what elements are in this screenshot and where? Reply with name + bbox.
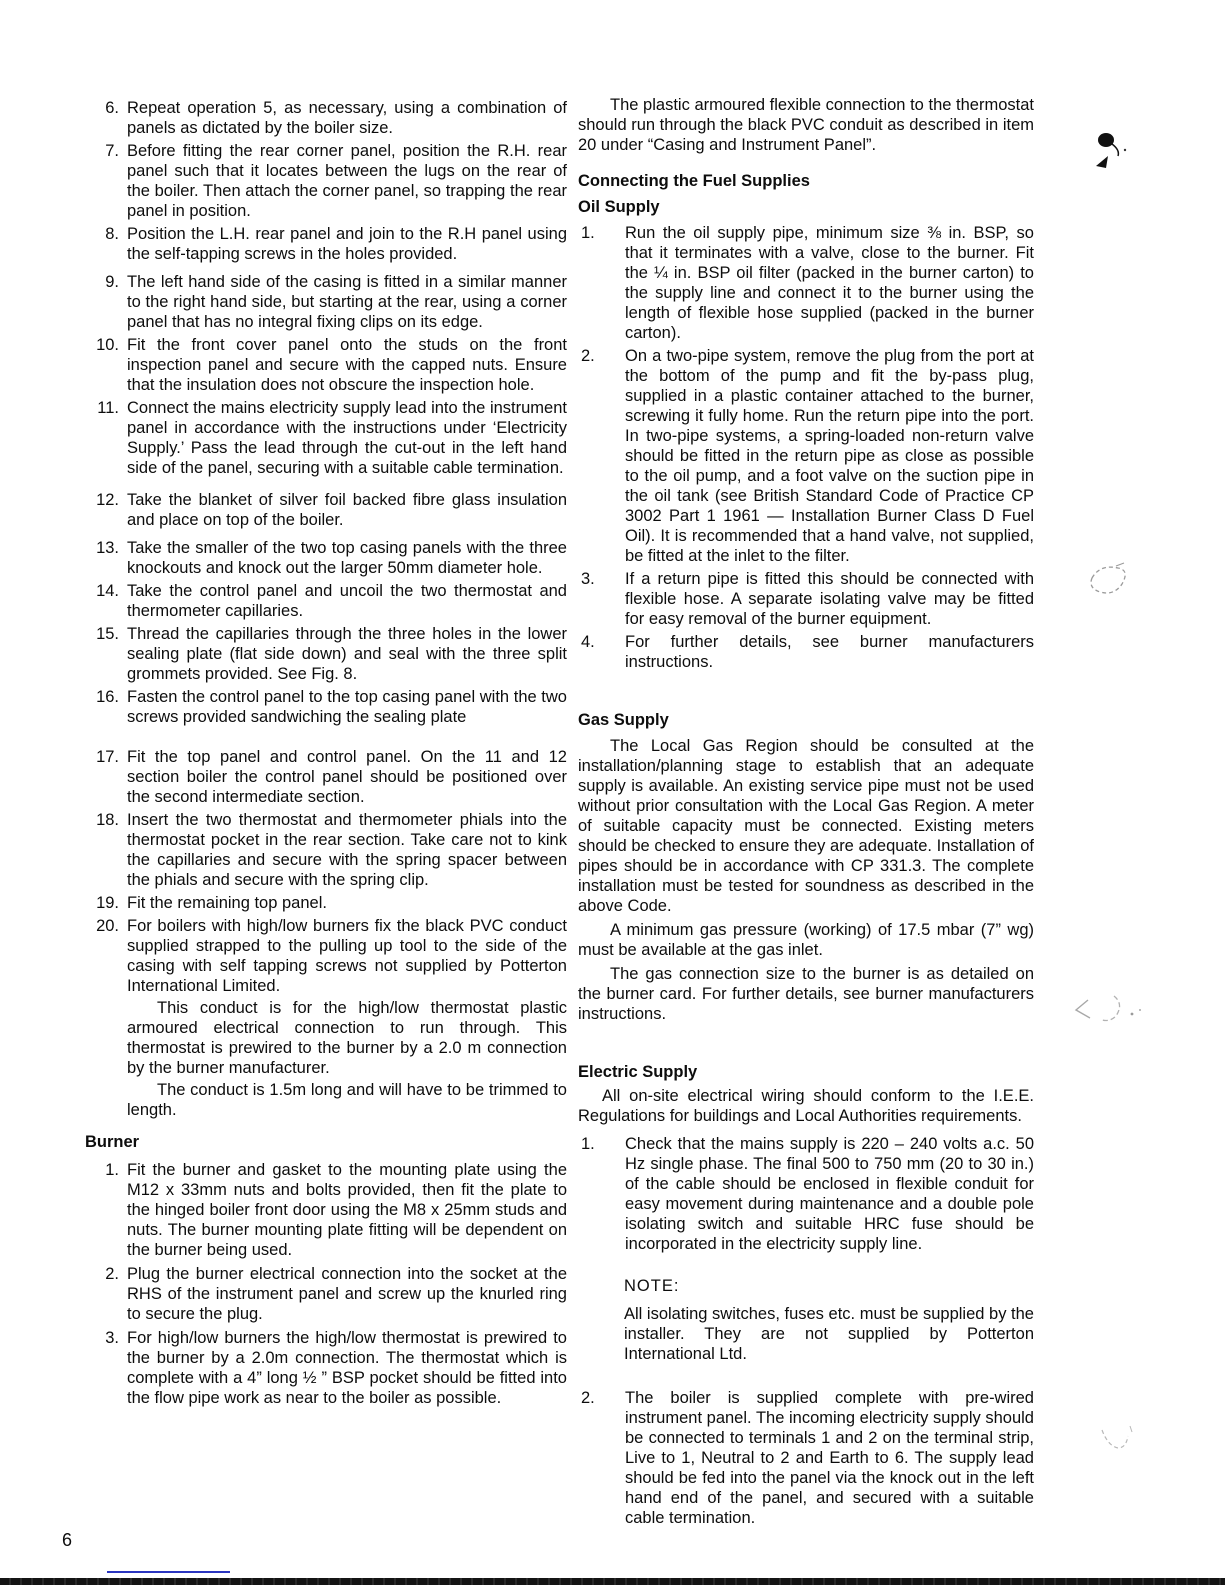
item-text: Take the blanket of silver foil backed fibre glass insulation and place on top of the boiler.: [127, 491, 567, 529]
item-number: 7.: [105, 142, 119, 160]
list-item: [85, 490, 567, 530]
item-number: 1.: [105, 1161, 119, 1179]
item-text: Fit the burner and gasket to the mounting plate using the M12 x 33mm nuts and bolts provided, then fit the plate to the hinged boiler front door using the M8 x 25mm studs and nuts. The burner mounting plate fitting will be dependent on the burner being used.: [127, 1161, 567, 1259]
note-label: NOTE:: [624, 1277, 680, 1295]
scan-edge-band: [0, 1578, 1225, 1585]
item-number: 18.: [96, 811, 119, 829]
gas-supply-heading: Gas Supply: [578, 711, 669, 729]
item-number: 11.: [97, 399, 119, 417]
list-item: [85, 335, 567, 395]
item-number: 9.: [105, 273, 119, 291]
item-number: 1.: [581, 1135, 595, 1153]
page-number: 6: [62, 1530, 73, 1550]
item-text: Take the control panel and uncoil the two thermostat and thermometer capillaries.: [127, 582, 567, 620]
item-text: Position the L.H. rear panel and join to the R.H panel using the self-tapping screws in the holes provided.: [127, 225, 567, 263]
list-item: [85, 98, 567, 138]
pencil-tick-mark: [1092, 1416, 1152, 1466]
item-number: 3.: [581, 570, 595, 588]
item-number: 8.: [105, 225, 119, 243]
gas-paragraph: The gas connection size to the burner is as detailed on the burner card. For further details, see burner manufacturers instructions.: [578, 965, 1034, 1023]
list-item: [578, 223, 1034, 343]
connecting-fuel-supplies-heading: Connecting the Fuel Supplies: [578, 172, 810, 190]
list-item: [578, 1388, 1034, 1528]
pencil-circle-mark: [1078, 556, 1148, 606]
list-item: [85, 1328, 567, 1408]
list-item: [85, 916, 567, 996]
list-item: [85, 581, 567, 621]
item-text: On a two-pipe system, remove the plug from the port at the bottom of the pump and fit the by-pass plug, supplied in a plastic container attached to the burner, screwing it fully home. Run the return pipe into the port. In two-pipe systems, a spring-loaded non-return valve should be fitted in the return pipe as close as possible to the oil pump, and a foot valve on the suction pipe in the oil tank (see British Standard Code of Practice CP 3002 Part 1 1961 — Installation Burner Class D Fuel Oil). It is recommended that a hand valve, not supplied, be fitted at the inlet to the filter.: [625, 347, 1034, 565]
burner-heading: Burner: [85, 1133, 140, 1151]
left-column: [85, 95, 567, 1408]
note-block: [578, 1276, 1034, 1364]
item-number: 2.: [105, 1265, 119, 1283]
gas-paragraph: The Local Gas Region should be consulted at the installation/planning stage to establish that an adequate supply is available. An existing service pipe must not be used without prior consultation with the Local Gas Region. A meter of suitable capacity must be connected. Existing meters should be checked to ensure they are adequate. Installation of pipes should be in accordance with CP 331.3. The complete installation must be tested for soundness as described in the above Code.: [578, 737, 1034, 915]
item-number: 10.: [96, 336, 119, 354]
item-text: Fasten the control panel to the top casing panel with the two screws provided sandwiching the sealing plate: [127, 688, 567, 726]
item-text: Thread the capillaries through the three holes in the lower sealing plate (flat side down) and seal with the three split grommets provided. See Fig. 8.: [127, 625, 567, 683]
item-number: 17.: [96, 748, 119, 766]
item-text: The boiler is supplied complete with pre-wired instrument panel. The incoming electricity supply should be connected to terminals 1 and 2 on the terminal strip, Live to 1, Neutral to 2 and Earth to 6. The supply lead should be fed into the panel via the knock out in the left hand end of the panel, and secured with a suitable cable termination.: [625, 1389, 1034, 1527]
item-text: The left hand side of the casing is fitted in a similar manner to the right hand side, but starting at the rear, using a corner panel that has no integral fixing clips on its edge.: [127, 273, 567, 331]
item-text: Fit the top panel and control panel. On the 11 and 12 section boiler the control panel should be positioned over the second intermediate section.: [127, 748, 567, 806]
item-text: Insert the two thermostat and thermometer phials into the thermostat pocket in the rear section. Take care not to kink the capillaries and secure with the spring spacer between the phials and secure with the spring clip.: [127, 811, 567, 889]
list-item: [85, 893, 567, 913]
item-number: 1.: [581, 224, 595, 242]
item-number: 6.: [105, 99, 119, 117]
list-item: [85, 538, 567, 578]
thermostat-conduit-paragraph: The plastic armoured flexible connection to the thermostat should run through the black PVC conduit as described in item 20 under “Casing and Instrument Panel”.: [578, 96, 1034, 154]
item-number: 4.: [581, 633, 595, 651]
item-number: 19.: [96, 894, 119, 912]
item-text: For high/low burners the high/low thermostat is prewired to the burner by a 2.0m connection. The thermostat which is complete with a 4” long ½ ” BSP pocket should be fitted into the flow pipe work as near to the boiler as possible.: [127, 1329, 567, 1407]
item-text: Before fitting the rear corner panel, position the R.H. rear panel such that it locates between the lugs on the rear of the boiler. Then attach the corner panel, so trapping the rear panel in position.: [127, 142, 567, 220]
item-number: 13.: [96, 539, 119, 557]
item-text: For boilers with high/low burners fix the black PVC conduct supplied strapped to the pulling up tool to the side of the casing with self tapping screws not supplied by Potterton International Limited.: [127, 917, 567, 995]
item-number: 2.: [581, 347, 595, 365]
item-number: 2.: [581, 1389, 595, 1407]
item-number: 20.: [96, 917, 119, 935]
item-text: Plug the burner electrical connection into the socket at the RHS of the instrument panel and screw up the knurled ring to secure the plug.: [127, 1265, 567, 1323]
list-item: [85, 1264, 567, 1324]
list-item: [85, 810, 567, 890]
right-column: [578, 95, 1034, 1528]
list-item: [85, 141, 567, 221]
item-text: Connect the mains electricity supply lead into the instrument panel in accordance with the instructions under ‘Electricity Supply.’ Pass the lead through the cut-out in the left hand side of the panel, securing with a suitable cable termination.: [127, 399, 567, 477]
list-item: [578, 632, 1034, 672]
electric-intro-paragraph: All on-site electrical wiring should conform to the I.E.E. Regulations for buildings and Local Authorities requirements.: [578, 1087, 1034, 1125]
list-item: [85, 624, 567, 684]
ink-blot-mark: [1088, 128, 1138, 188]
list-item: [85, 747, 567, 807]
list-item: [578, 1134, 1034, 1254]
list-item: [578, 346, 1034, 566]
list-item: [578, 569, 1034, 629]
item-number: 16.: [96, 688, 119, 706]
pencil-scribble-mark: [1066, 982, 1166, 1037]
oil-supply-heading: Oil Supply: [578, 198, 660, 216]
item-text: If a return pipe is fitted this should be connected with flexible hose. A separate isolating valve may be fitted for easy removal of the burner equipment.: [625, 570, 1034, 628]
list-item: [85, 1160, 567, 1260]
item-text: Run the oil supply pipe, minimum size ⅜ in. BSP, so that it terminates with a valve, close to the burner. Fit the ¼ in. BSP oil filter (packed in the burner carton) to the supply line and connect it to the burner using the length of flexible hose supplied (packed in the burner carton).: [625, 224, 1034, 342]
list-item: [85, 272, 567, 332]
item-number: 12.: [96, 491, 119, 509]
item-number: 3.: [105, 1329, 119, 1347]
item-text: Check that the mains supply is 220 – 240 volts a.c. 50 Hz single phase. The final 500 to 750 mm (20 to 30 in.) of the cable should be enclosed in flexible conduit for easy movement during maintenance and a double pole isolating switch and suitable HRC fuse should be incorporated in the electricity supply line.: [625, 1135, 1034, 1253]
list-item: [85, 398, 567, 478]
item20-continuation-paragraph: This conduct is for the high/low thermostat plastic armoured electrical connection to run through. This thermostat is prewired to the burner by a 2.0 m connection by the burner manufacturer.: [127, 999, 567, 1077]
list-item: [85, 224, 567, 264]
list-item: [85, 687, 567, 727]
gas-paragraph: A minimum gas pressure (working) of 17.5 mbar (7” wg) must be available at the gas inlet.: [578, 921, 1034, 959]
item-text: Fit the front cover panel onto the studs on the front inspection panel and secure with the capped nuts. Ensure that the insulation does not obscure the inspection hole.: [127, 336, 567, 394]
item-text: Repeat operation 5, as necessary, using a combination of panels as dictated by the boiler size.: [127, 99, 567, 137]
item-text: For further details, see burner manufacturers instructions.: [625, 633, 1034, 671]
item-number: 14.: [96, 582, 119, 600]
note-text: All isolating switches, fuses etc. must be supplied by the installer. They are not supplied by Potterton International Ltd.: [624, 1305, 1034, 1363]
item-text: Take the smaller of the two top casing panels with the three knockouts and knock out the larger 50mm diameter hole.: [127, 539, 567, 577]
electric-supply-heading: Electric Supply: [578, 1063, 698, 1081]
item20-continuation-paragraph: The conduct is 1.5m long and will have to be trimmed to length.: [127, 1081, 567, 1119]
item-number: 15.: [96, 625, 119, 643]
item-text: Fit the remaining top panel.: [127, 894, 327, 912]
footer-blue-line: [107, 1571, 230, 1573]
